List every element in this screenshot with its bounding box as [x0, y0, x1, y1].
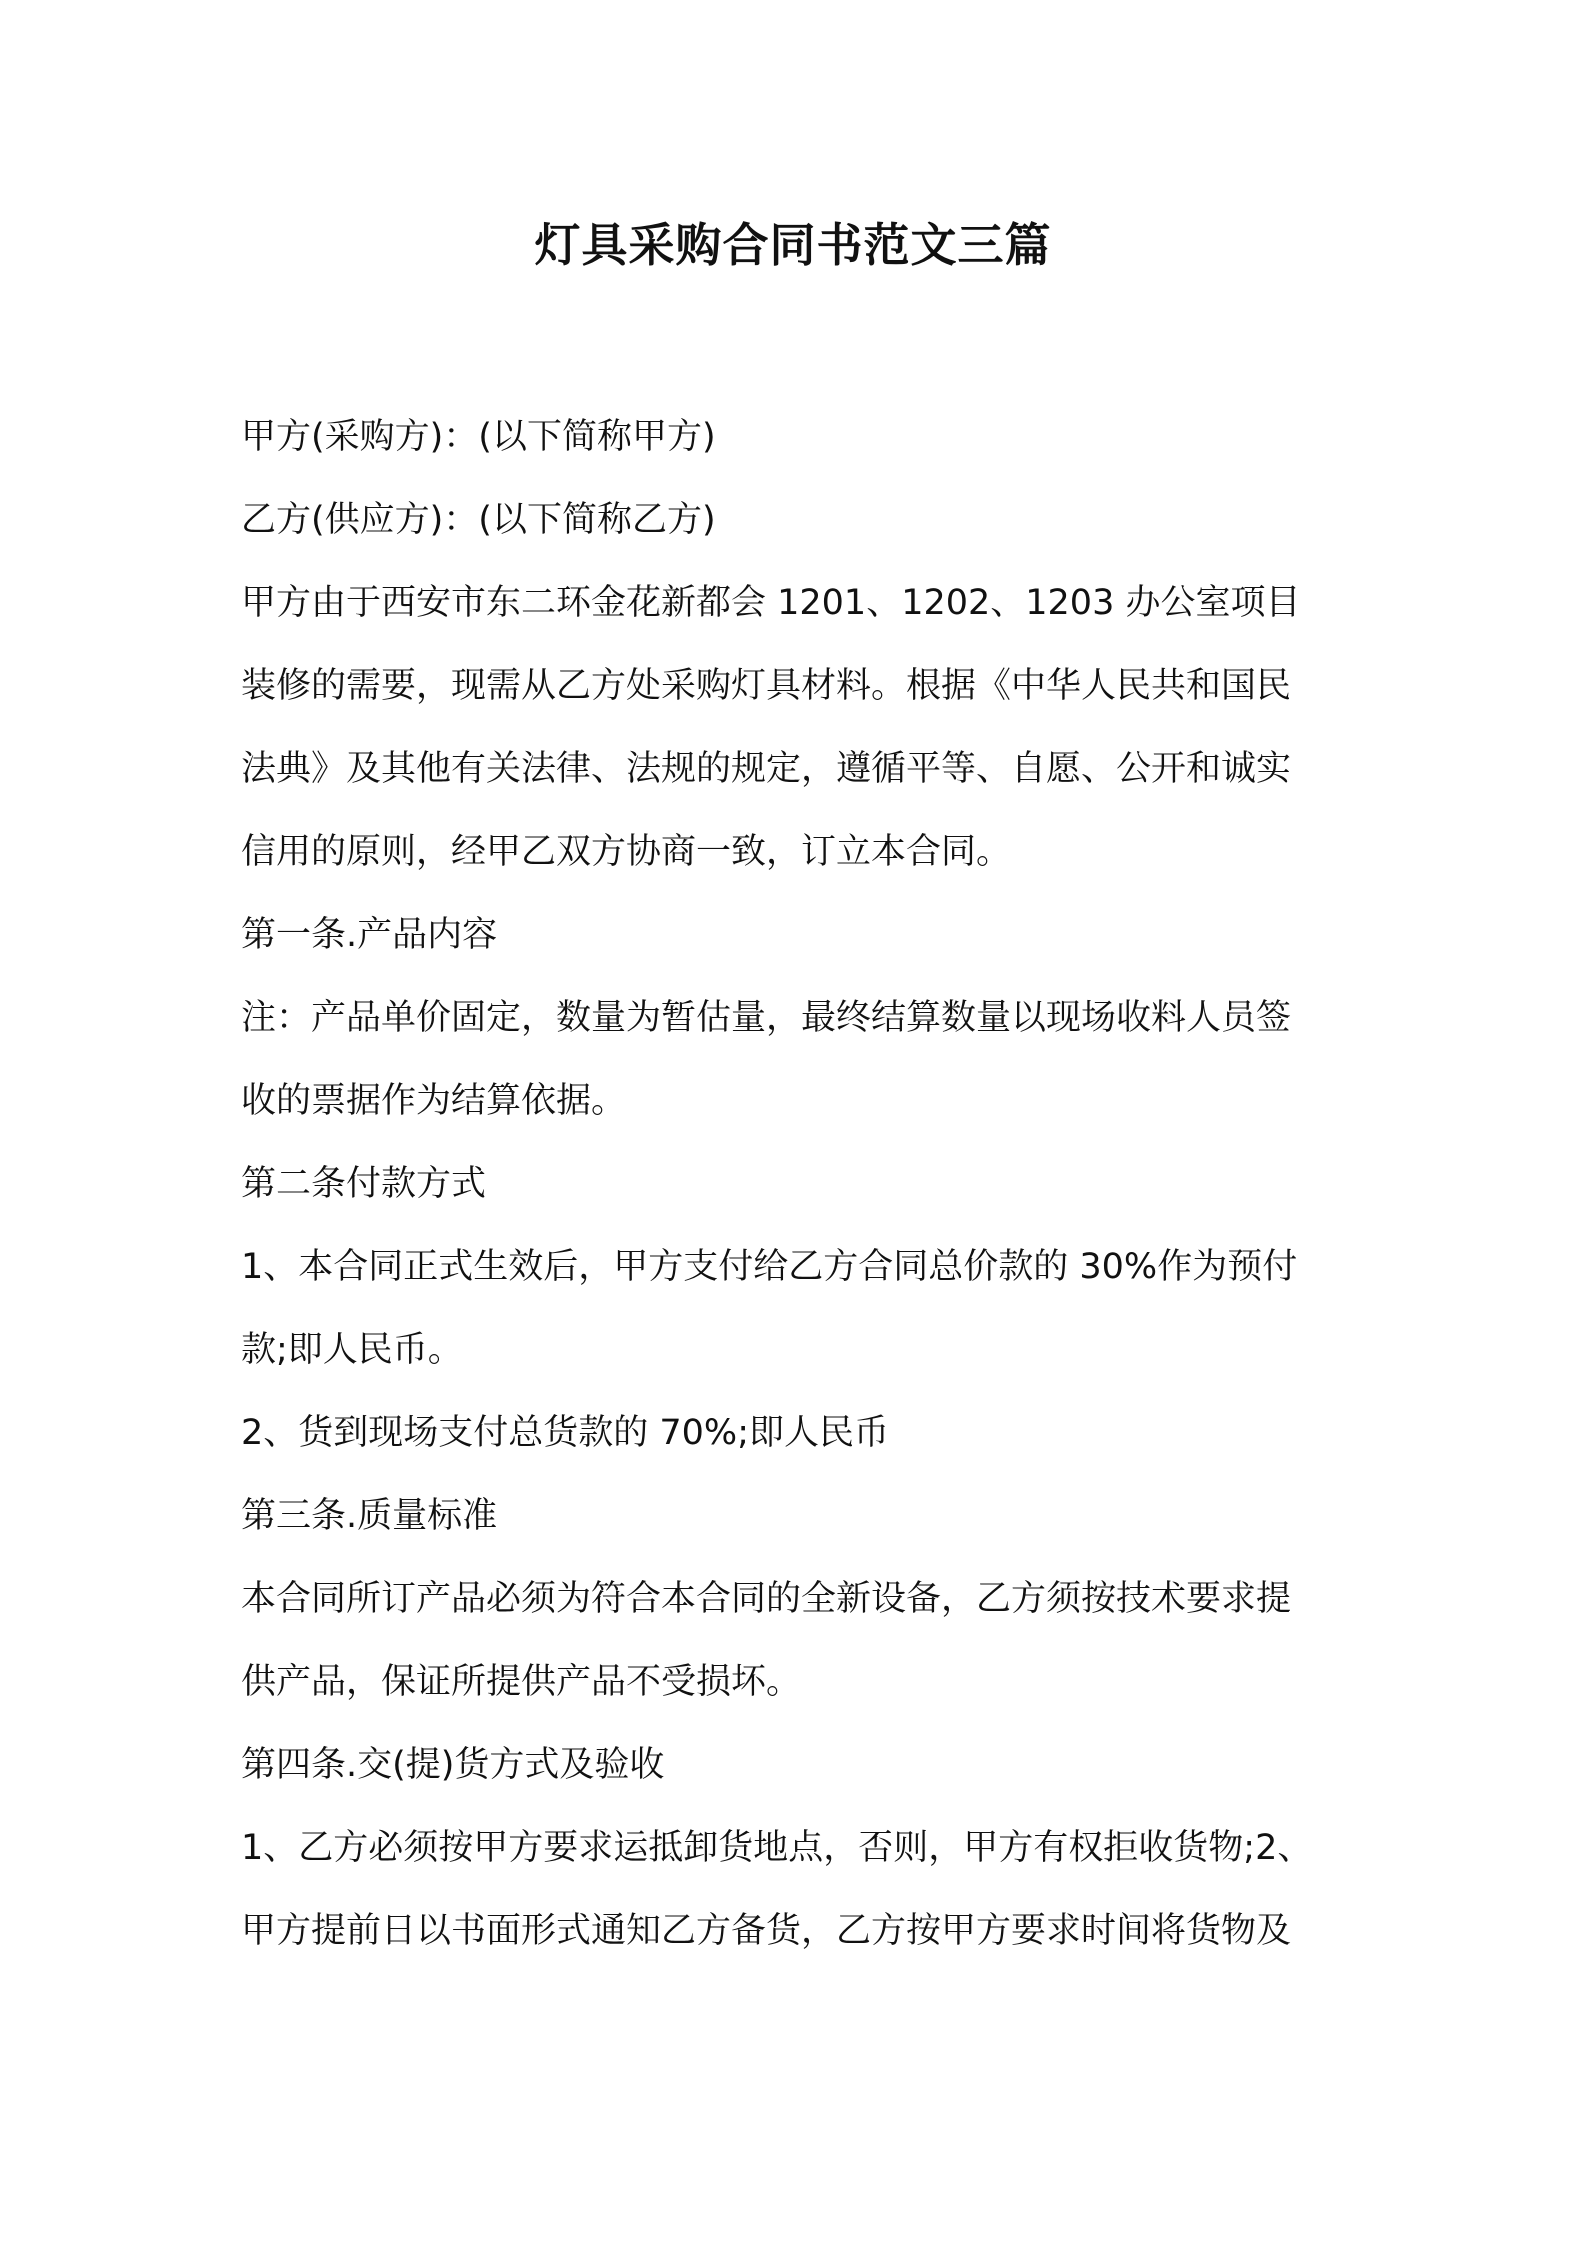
document-title: 灯具采购合同书范文三篇	[534, 218, 1052, 272]
article-4-heading: 第四条.交(提)货方式及验收	[241, 1745, 665, 1785]
preamble-line-3: 法典》及其他有关法律、法规的规定，遵循平等、自愿、公开和诚实	[241, 749, 1292, 789]
article-1-note-line-1: 注：产品单价固定，数量为暂估量，最终结算数量以现场收料人员签	[241, 998, 1292, 1038]
article-3-heading: 第三条.质量标准	[241, 1496, 498, 1536]
article-1-heading: 第一条.产品内容	[241, 915, 498, 955]
article-1-note-line-2: 收的票据作为结算依据。	[241, 1081, 627, 1121]
article-3-text-line-2: 供产品，保证所提供产品不受损坏。	[241, 1662, 802, 1702]
article-2-heading: 第二条付款方式	[241, 1164, 487, 1204]
article-2-item-1-line-1: 1、本合同正式生效后，甲方支付给乙方合同总价款的 30%作为预付	[241, 1247, 1298, 1287]
article-4-text-line-1: 1、乙方必须按甲方要求运抵卸货地点，否则，甲方有权拒收货物;2、	[241, 1828, 1313, 1868]
article-3-text-line-1: 本合同所订产品必须为符合本合同的全新设备，乙方须按技术要求提	[241, 1579, 1292, 1619]
article-4-text-line-2: 甲方提前日以书面形式通知乙方备货，乙方按甲方要求时间将货物及	[241, 1911, 1292, 1951]
article-2-item-1-line-2: 款;即人民币。	[241, 1330, 463, 1370]
article-2-item-2: 2、货到现场支付总货款的 70%;即人民币	[241, 1413, 889, 1453]
preamble-line-2: 装修的需要，现需从乙方处采购灯具材料。根据《中华人民共和国民	[241, 666, 1292, 706]
preamble-line-1: 甲方由于西安市东二环金花新都会 1201、1202、1203 办公室项目	[241, 583, 1301, 623]
preamble-line-4: 信用的原则，经甲乙双方协商一致，订立本合同。	[241, 832, 1012, 872]
party-b-line: 乙方(供应方)：(以下简称乙方)	[241, 500, 716, 540]
document-body	[241, 396, 1356, 1973]
party-a-line: 甲方(采购方)：(以下简称甲方)	[241, 417, 716, 457]
